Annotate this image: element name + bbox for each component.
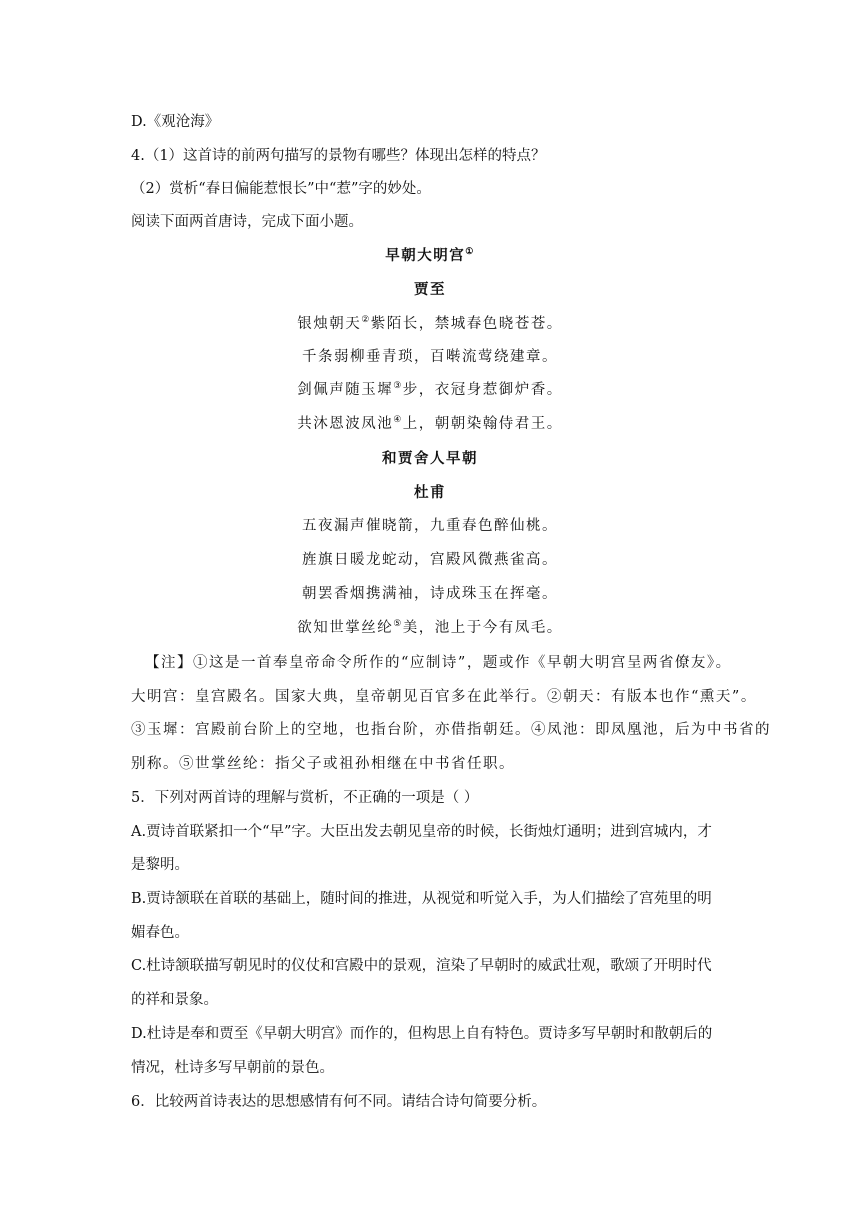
poem2-line: 欲知世掌丝纶⑤美，池上于今有凤毛。 [297,619,563,636]
poem1-title: 早朝大明宫① [385,247,475,264]
q5-option-b: B.贾诗颔联在首联的基础上，随时间的推进，从视觉和听觉入手，为人们描绘了宫苑里的明 [131,891,712,907]
q5-option-d: D.杜诗是奉和贾至《早朝大明宫》而作的，但构思上自有特色。贾诗多写早朝时和散朝后的 [131,1026,713,1042]
poem1-line: 共沐恩波凤池④上，朝朝染翰侍君王。 [297,415,563,432]
q6-stem: 6．比较两首诗表达的思想感情有何不同。请结合诗句简要分析。 [131,1094,547,1110]
reading-intro: 阅读下面两首唐诗，完成下面小题。 [131,214,363,230]
annotation-line: 【注】①这是一首奉皇帝命令所作的“应制诗”，题或作《早朝大明宫呈两省僚友》。 [145,655,732,671]
q5-stem: 5．下列对两首诗的理解与赏析，不正确的一项是（ ） [131,790,479,806]
poem1-line: 银烛朝天②紫陌长，禁城春色晓苍苍。 [297,315,563,332]
poem1-author: 贾至 [414,281,446,298]
poem2-author: 杜甫 [414,484,446,501]
annotation-line: 别称。⑤世掌丝纶：指父子或祖孙相继在中书省任职。 [131,756,515,772]
q5-option-c: C.杜诗颔联描写朝见时的仪仗和宫殿中的景观，渲染了早朝时的威武壮观，歌颂了开明时代 [131,958,712,974]
q5-option-b-cont: 媚春色。 [131,925,189,941]
annotation-line: 大明宫：皇宫殿名。国家大典，皇帝朝见百官多在此举行。②朝天：有版本也作“熏天”。 [131,689,757,705]
q5-option-d-cont: 情况，杜诗多写早朝前的景色。 [131,1060,334,1076]
q5-option-c-cont: 的祥和景象。 [131,992,218,1008]
q3-option-d: D.《观沧海》 [131,114,220,130]
q5-option-a: A.贾诗首联紧扣一个“早”字。大臣出发去朝见皇帝的时候，长街烛灯通明；进到宫城内，才 [131,824,712,840]
annotation-line: ③玉墀：宫殿前台阶上的空地，也指台阶，亦借指朝廷。④凤池：即凤凰池，后为中书省的 [131,722,771,738]
poem2-line: 朝罢香烟携满袖，诗成珠玉在挥毫。 [302,586,558,602]
poem1-line: 剑佩声随玉墀③步，衣冠身惹御炉香。 [297,381,563,398]
q5-option-a-cont: 是黎明。 [131,857,189,873]
q4-part2: （2）赏析“春日偏能惹恨长”中“惹”字的妙处。 [131,181,431,197]
poem2-line: 五夜漏声催晓箭，九重春色醉仙桃。 [302,518,558,534]
poem1-line: 千条弱柳垂青琐，百啭流莺绕建章。 [302,349,558,365]
q4-part1: 4.（1）这首诗的前两句描写的景物有哪些？体现出怎样的特点？ [131,148,546,164]
poem2-line: 旌旗日暖龙蛇动，宫殿风微燕雀高。 [302,552,558,568]
poem2-title: 和贾舍人早朝 [382,450,478,467]
